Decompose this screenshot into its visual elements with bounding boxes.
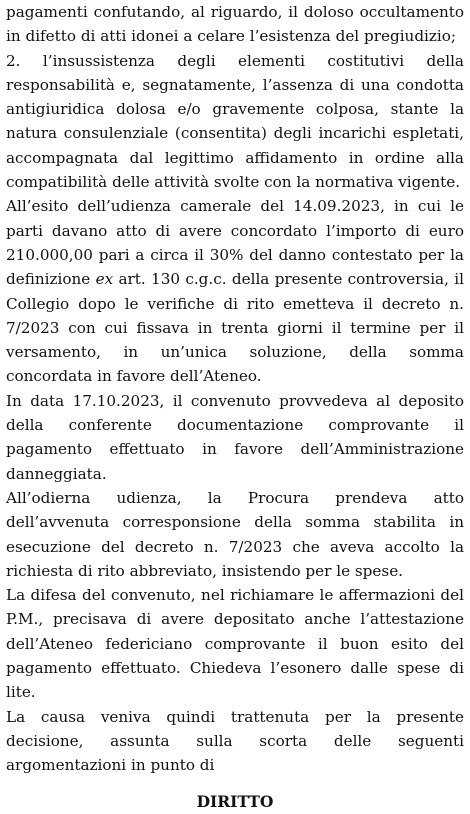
paragraph-point-2: 2. l’insussistenza degli elementi costitutivi della responsabilità e, segnatamente, l’assenza di una condotta antigiuridica dolosa e/o gravemente colposa, stante la natura consulenziale (consentita) degli incarichi espletati, accompagnata dal legittimo affidamento in ordine alla compatibilità delle attività svolte con la normativa vigente.	[6, 51, 464, 192]
paragraph-hearing-today: All’odierna udienza, la Procura prendeva atto dell’avvenuta corresponsione della somma stabilita in esecuzione del decreto n. 7/2023 che aveva accolto la richiesta di rito abbreviato, insistendo per le spese.	[6, 488, 464, 580]
paragraph-defense: La difesa del convenuto, nel richiamare le affermazioni del P.M., precisava di avere depositato anche l’attestazione dell’Ateneo federiciano comprovante il buon esito del pagamento effettuato. Chiedeva l’esonero dalle spese di lite.	[6, 586, 464, 702]
paragraph-camera-hearing-part-1: All’esito dell’udienza camerale del 14.09.2023, in cui le parti davano atto di avere concordato l’importo di euro 210.000,00 pari a circa il 30% del danno contestato per la definizione	[6, 197, 464, 289]
paragraph-camera-hearing	[6, 194, 464, 388]
paragraph-payments-concealment: pagamenti confutando, al riguardo, il doloso occultamento in difetto di atti idonei a celare l’esistenza del pregiudizio;	[6, 3, 464, 46]
paragraph-deposit: In data 17.10.2023, il convenuto provvedeva al deposito della conferente documentazione comprovante il pagamento effettuato in favore dell’Amministrazione danneggiata.	[6, 391, 464, 483]
paragraph-decision: La causa veniva quindi trattenuta per la presente decisione, assunta sulla scorta delle seguenti argomentazioni in punto di	[6, 707, 464, 775]
latin-ex: ex	[95, 270, 114, 289]
section-heading: DIRITTO	[196, 791, 274, 811]
paragraph-camera-hearing-part-2: art. 130 c.g.c. della presente controversia, il Collegio dopo le verifiche di rito emetteva il decreto n. 7/2023 con cui fissava in trenta giorni il termine per il versamento, in un’unica soluzione, della somma concordata in favore dell’Ateneo.	[6, 270, 464, 386]
document-page	[6, 0, 464, 814]
